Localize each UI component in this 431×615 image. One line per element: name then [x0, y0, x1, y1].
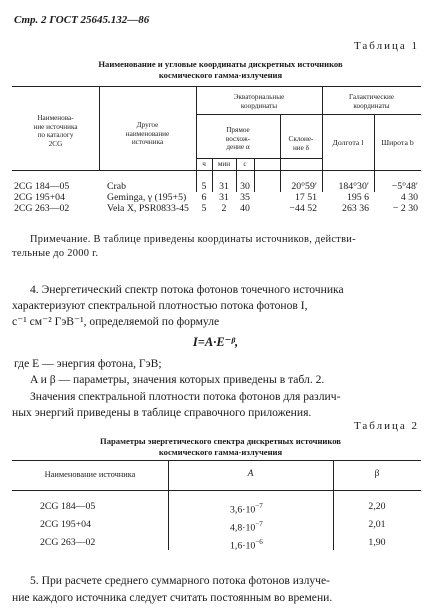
t2-head-a: A: [247, 469, 254, 479]
t1-head-lon: Долгота l: [332, 138, 364, 147]
t1-head-equatorial: Экваториальные координаты: [233, 93, 285, 110]
where-line3: Значения спектральной плотности потока фотонов для различ-: [30, 390, 341, 403]
t1-head-galactic: Галактические координаты: [348, 93, 395, 110]
para4-line2: характеризуют спектральной плотностью потока фотонов I,: [12, 299, 308, 312]
t1-head-ra: Прямое восхож- дение α: [225, 126, 251, 151]
t2-head-name: Наименование источника: [44, 470, 136, 479]
t1-head-h: ч: [202, 160, 206, 168]
page-header: Стр. 2 ГОСТ 25645.132—86: [14, 14, 150, 26]
para4-line1: 4. Энергетический спектр потока фотонов точечного источника: [30, 283, 344, 296]
t1-head-s: с: [243, 160, 247, 168]
table1-label: Таблица 1: [353, 40, 419, 52]
where-line1: где E — энергия фотона, ГэВ;: [14, 357, 162, 370]
where-line2: A и β — параметры, значения которых приведены в табл. 2.: [30, 373, 325, 386]
table1-caption: Наименование и угловые координаты дискретных источников космического гамма-излучения: [98, 59, 343, 80]
where-line4: ных энергий приведены в таблице справочного приложения.: [12, 406, 312, 419]
table2-caption: Параметры энергетического спектра дискретных источников космического гамма-излучения: [100, 436, 341, 457]
t1-head-lat: Широта b: [381, 138, 414, 147]
para5-line2: ние каждого источника следует считать постоянным во времени.: [12, 591, 333, 604]
para4-line3: с⁻¹ см⁻² ГэВ⁻¹, определяемой по формуле: [12, 315, 220, 328]
t1-head-dec: Склоне- ние δ: [288, 135, 314, 152]
t1-head-name: Наименова- ние источника по каталогу 2CG: [33, 114, 78, 148]
para5-line1: 5. При расчете среднего суммарного потока фотонов излуче-: [30, 574, 330, 587]
t1-head-min: мин: [217, 160, 231, 168]
table2-label: Таблица 2: [353, 420, 419, 432]
table1-note: Примечание. В таблице приведены координаты источников, действи- тельные до 2000 г.: [12, 234, 356, 259]
t1-head-other: Другое наименование источника: [125, 121, 170, 146]
t2-head-b: β: [374, 469, 380, 479]
formula: I=A·E⁻ᵝ,: [192, 335, 239, 349]
